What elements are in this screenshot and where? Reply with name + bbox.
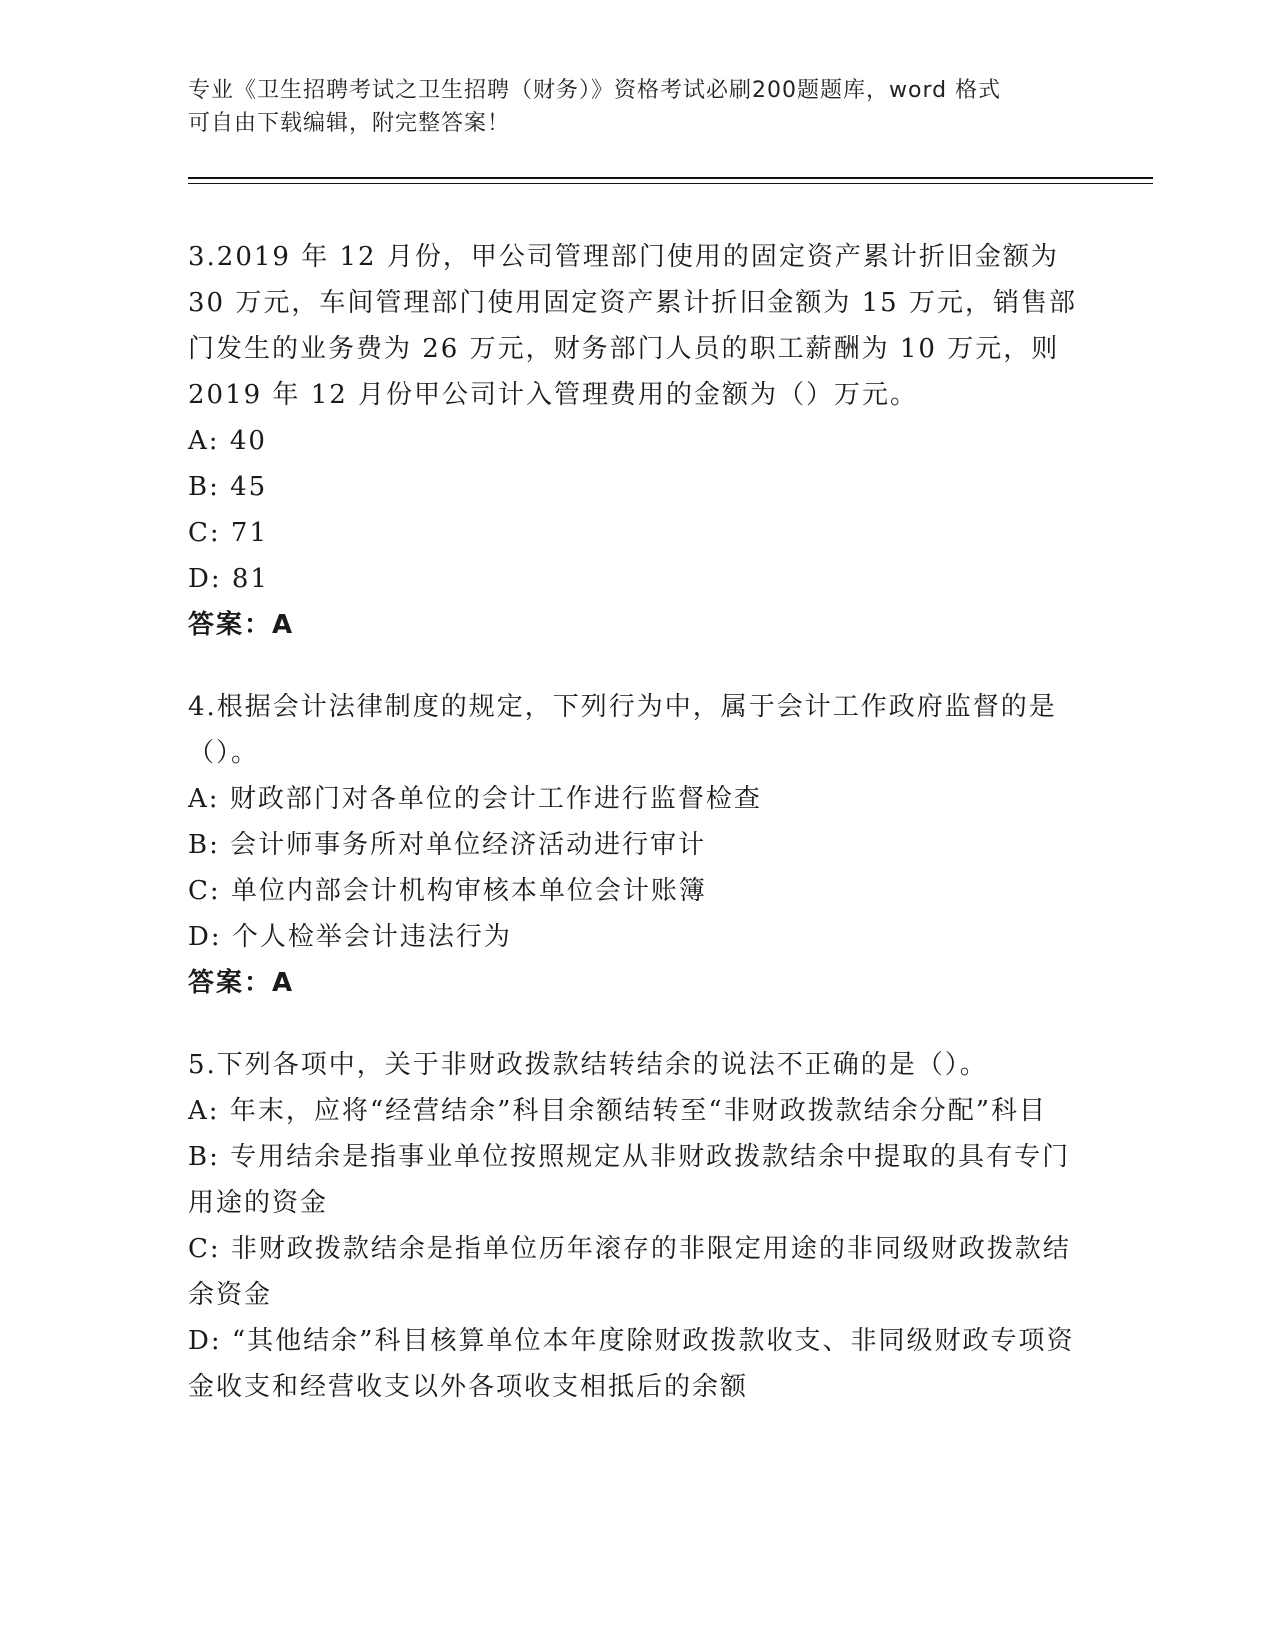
option-key: A: xyxy=(188,426,220,456)
option-value: 专用结余是指事业单位按照规定从非财政拨款结余中提取的具有专门用途的资金 xyxy=(188,1142,1071,1218)
header-line-1: 专业《卫生招聘考试之卫生招聘（财务）》资格考试必刷200题题库，word 格式 xyxy=(188,78,1002,103)
option-a xyxy=(188,1088,1088,1134)
option-key: D: xyxy=(188,1326,222,1356)
option-c xyxy=(188,868,1088,914)
option-key: A: xyxy=(188,784,220,814)
document-header xyxy=(188,74,1068,140)
header-rule-thick xyxy=(188,177,1153,179)
question-list xyxy=(188,234,1088,1446)
option-value: 81 xyxy=(231,564,269,594)
option-value: 40 xyxy=(229,426,267,456)
header-line-2: 可自由下载编辑，附完整答案！ xyxy=(188,111,511,136)
option-key: B: xyxy=(188,1142,220,1172)
question-text: 5.下列各项中，关于非财政拨款结转结余的说法不正确的是（）。 xyxy=(188,1050,988,1080)
question-text: 3.2019 年 12 月份，甲公司管理部门使用的固定资产累计折旧金额为 30 万元，车间管理部门使用固定资产累计折旧金额为 15 万元，销售部门发生的业务费为 26 万元，财务部门人员的职工薪酬为 10 万元，则 2019 年 12 月份甲公司计入管理费用的金额为（）万元。 xyxy=(188,242,1077,410)
option-value: 年末，应将“经营结余”科目余额结转至“非财政拨款结余分配”科目 xyxy=(229,1096,1047,1126)
option-value: 会计师事务所对单位经济活动进行审计 xyxy=(230,830,707,860)
option-key: B: xyxy=(188,472,220,502)
option-d xyxy=(188,556,1088,602)
option-d xyxy=(188,914,1088,960)
question-4 xyxy=(188,684,1088,1006)
option-key: C: xyxy=(188,518,221,548)
answer-label: 答案：A xyxy=(188,968,295,998)
option-value: “其他结余”科目核算单位本年度除财政拨款收支、非同级财政专项资金收支和经营收支以外各项收支相抵后的余额 xyxy=(188,1326,1075,1402)
answer-label: 答案：A xyxy=(188,610,295,640)
option-value: 非财政拨款结余是指单位历年滚存的非限定用途的非同级财政拨款结余资金 xyxy=(188,1234,1071,1310)
option-a xyxy=(188,418,1088,464)
option-key: C: xyxy=(188,1234,221,1264)
option-value: 45 xyxy=(230,472,268,502)
option-b xyxy=(188,464,1088,510)
option-value: 71 xyxy=(230,518,269,548)
question-3 xyxy=(188,234,1088,648)
question-text: 4.根据会计法律制度的规定，下列行为中，属于会计工作政府监督的是（）。 xyxy=(188,692,1057,768)
option-key: D: xyxy=(188,922,222,952)
option-b xyxy=(188,1134,1088,1226)
option-value: 财政部门对各单位的会计工作进行监督检查 xyxy=(229,784,762,814)
option-value: 个人检举会计违法行为 xyxy=(231,922,512,952)
option-b xyxy=(188,822,1088,868)
option-value: 单位内部会计机构审核本单位会计账簿 xyxy=(230,876,707,906)
question-5 xyxy=(188,1042,1088,1410)
option-c xyxy=(188,510,1088,556)
option-key: D: xyxy=(188,564,222,594)
option-key: C: xyxy=(188,876,221,906)
option-a xyxy=(188,776,1088,822)
option-key: A: xyxy=(188,1096,220,1126)
option-c xyxy=(188,1226,1088,1318)
option-d xyxy=(188,1318,1088,1410)
header-rule-thin xyxy=(188,183,1153,184)
option-key: B: xyxy=(188,830,220,860)
